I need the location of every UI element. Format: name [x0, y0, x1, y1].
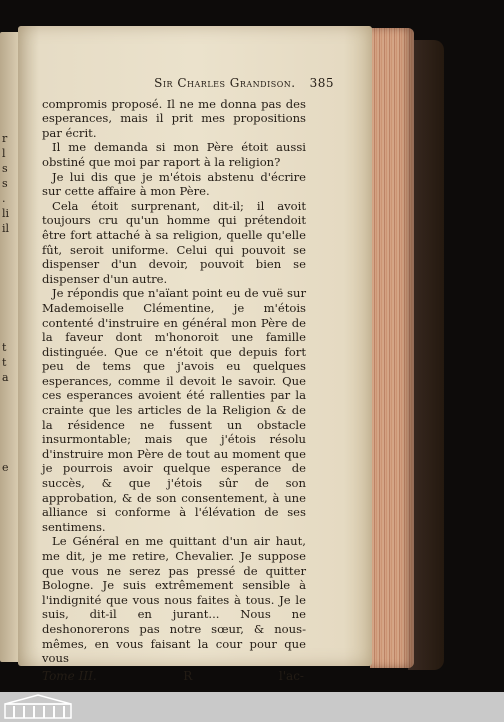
page-footer: [42, 669, 304, 684]
library-logo-icon: [4, 694, 74, 720]
paragraph: Je répondis que n'aïant point eu de vuë sur Mademoiselle Clémentine, je m'étois contenté d'instruire en général mon Père de la faveur dont m'honoroit une famille distinguée. Que ce n'étoit que depuis fort peu de tems que j'avois eu quelques esperances, comme il devoit le savoir. Que ces esperances avoient été rallenties par la crainte que les articles de la Religion & de la résidence ne fussent un obstacle insurmontable; mais que j'étois résolu d'instruire mon Père de tout au moment que je pourrois avoir quelque esperance de succès, & que j'étois sûr de son approbation, & de son consentement, à une alliance si conforme à l'élévation de ses sentimens.: [42, 286, 306, 534]
page-header: [42, 76, 334, 91]
left-page-margin-text: r l s s . li il t t a e: [2, 132, 10, 474]
page-text-block: [42, 76, 334, 683]
page-block-edges: [370, 28, 414, 668]
paragraph: Il me demanda si mon Père étoit aussi obstiné que moi par raport à la religion?: [42, 140, 306, 169]
paragraph: Je lui dis que je m'étois abstenu d'écrire sur cette affaire à mon Père.: [42, 169, 306, 199]
running-title: Sir Charles Grandison.: [154, 76, 296, 90]
catchword: l'ac-: [278, 668, 304, 683]
page-number: 385: [309, 76, 334, 90]
volume-label: Tome III.: [42, 668, 97, 683]
body-text: [42, 97, 306, 666]
paragraph: Cela étoit surprenant, dit-il; il avoit toujours cru qu'un homme qui prétendoit être fort attaché à sa religion, quelle qu'elle fût, seroit uniforme. Celui qui pouvoit se dispenser d'un devoir, pouvoit bien se dispenser d'un autre.: [42, 198, 306, 286]
paragraph: compromis proposé. Il ne me donna pas des esperances, mais il prit mes propositions par écrit.: [42, 96, 306, 140]
signature-mark: R: [183, 668, 193, 683]
paragraph: Le Général en me quittant d'un air haut, me dit, je me retire, Chevalier. Je suppose que vous ne serez pas pressé de quitter Bologne. Je suis extrêmement sensible à l'indignité que vous nous faites à tous. Je le suis, dit-il en jurant... Nous ne deshonorerons pas notre sœur, & nous-mêmes, en vous faisant la cour pour que vous: [42, 534, 306, 666]
viewer-bottom-bar: [0, 692, 504, 722]
